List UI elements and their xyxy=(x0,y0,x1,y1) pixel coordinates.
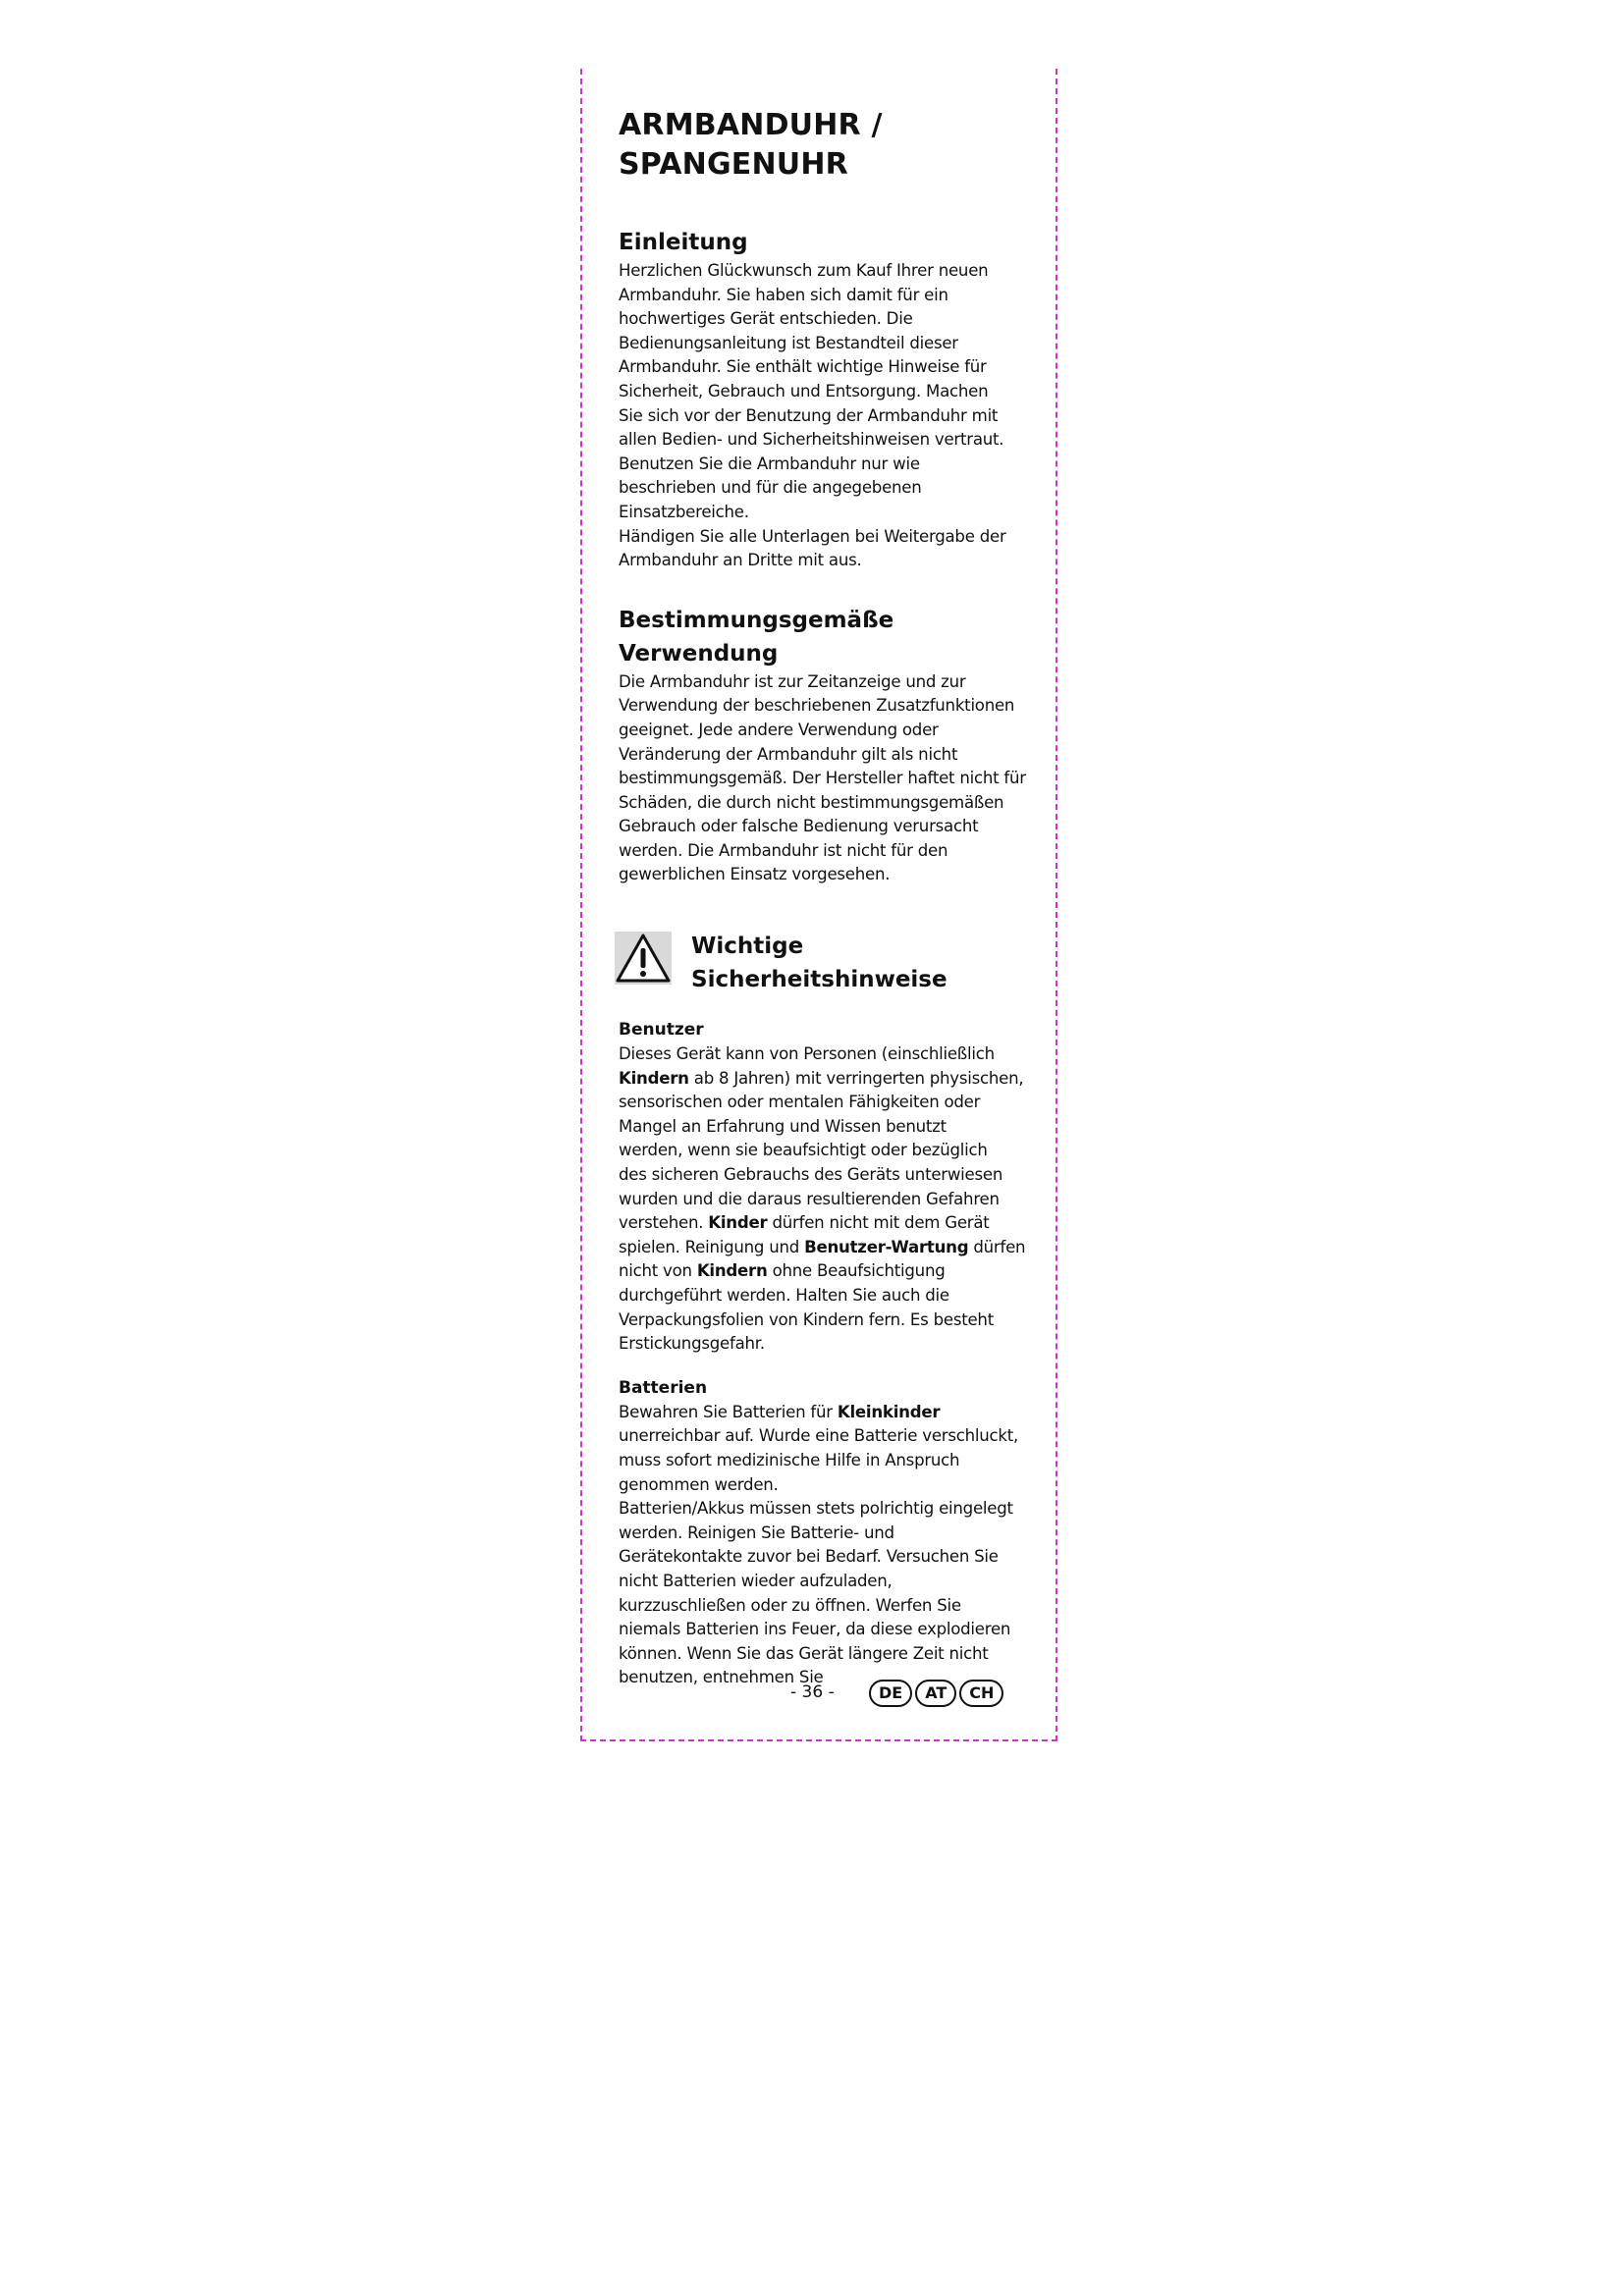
country-badge-de: DE xyxy=(869,1680,912,1707)
page-footer xyxy=(619,1680,1031,1709)
subheading-benutzer: Benutzer xyxy=(619,1020,704,1041)
page-number: - 36 - xyxy=(790,1682,835,1702)
subheading-batterien: Batterien xyxy=(619,1377,708,1398)
document-title: ARMBANDUHR / SPANGENUHR xyxy=(619,108,883,182)
country-badges xyxy=(869,1680,1003,1707)
benutzer-paragraph: Dieses Gerät kann von Personen (einschließlich Kindern ab 8 Jahren) mit verringerten physischen, sensorischen oder mentalen Fähigkeiten oder Mangel an Erfahrung und Wissen benutzt werden, wenn sie beaufsichtigt oder bezüglich des sicheren Gebrauchs des Geräts unterwiesen wurden und die daraus resultierenden Gefahren verstehen. Kinder dürfen nicht mit dem Gerät spielen. Reinigung und Benutzer-Wartung dürfen nicht von Kindern ohne Beaufsichtigung durchgeführt werden. Halten Sie auch die Verpackungsfolien von Kindern fern. Es besteht Erstickungsgefahr. xyxy=(619,1044,1026,1354)
verwendung-paragraph: Die Armbanduhr ist zur Zeitanzeige und zur Verwendung der beschriebenen Zusatzfunktionen geeignet. Jede andere Verwendung oder Veränderung der Armbanduhr gilt als nicht bestimmungsgemäß. Der Hersteller haftet nicht für Schäden, die durch nicht bestimmungsgemäßen Gebrauch oder falsche Bedienung verursacht werden. Die Armbanduhr ist nicht für den gewerblichen Einsatz vorgesehen. xyxy=(619,671,1026,884)
section-heading-verwendung: Bestimmungsgemäße Verwendung xyxy=(619,607,894,667)
safety-heading-block xyxy=(619,930,1031,996)
manual-page-content xyxy=(619,106,1031,1690)
batterien-paragraph: Bewahren Sie Batterien für Kleinkinder unerreichbar auf. Wurde eine Batterie verschluckt, muss sofort medizinische Hilfe in Anspruch genommen werden. Batterien/Akkus müssen stets polrichtig eingelegt werden. Reinigen Sie Batterie- und Gerätekontakte zuvor bei Bedarf. Versuchen Sie nicht Batterien wieder aufzuladen, kurzzuschließen oder zu öffnen. Werfen Sie niemals Batterien ins Feuer, da diese explodieren können. Wenn Sie das Gerät längere Zeit nicht benutzen, entnehmen Sie xyxy=(619,1402,1019,1687)
einleitung-paragraph: Herzlichen Glückwunsch zum Kauf Ihrer neuen Armbanduhr. Sie haben sich damit für ein hochwertiges Gerät entschieden. Die Bedienungsanleitung ist Bestandteil dieser Armbanduhr. Sie enthält wichtige Hinweise für Sicherheit, Gebrauch und Entsorgung. Machen Sie sich vor der Benutzung der Armbanduhr mit allen Bedien- und Sicherheitshinweisen vertraut. Benutzen Sie die Armbanduhr nur wie beschrieben und für die angegebenen Einsatzbereiche. Händigen Sie alle Unterlagen bei Weitergabe der Armbanduhr an Dritte mit aus. xyxy=(619,261,1006,570)
section-heading-einleitung: Einleitung xyxy=(619,230,748,255)
country-badge-ch: CH xyxy=(959,1680,1003,1707)
warning-triangle-icon xyxy=(615,932,672,985)
section-heading-safety: Wichtige Sicherheitshinweise xyxy=(691,934,947,993)
country-badge-at: AT xyxy=(915,1680,956,1707)
